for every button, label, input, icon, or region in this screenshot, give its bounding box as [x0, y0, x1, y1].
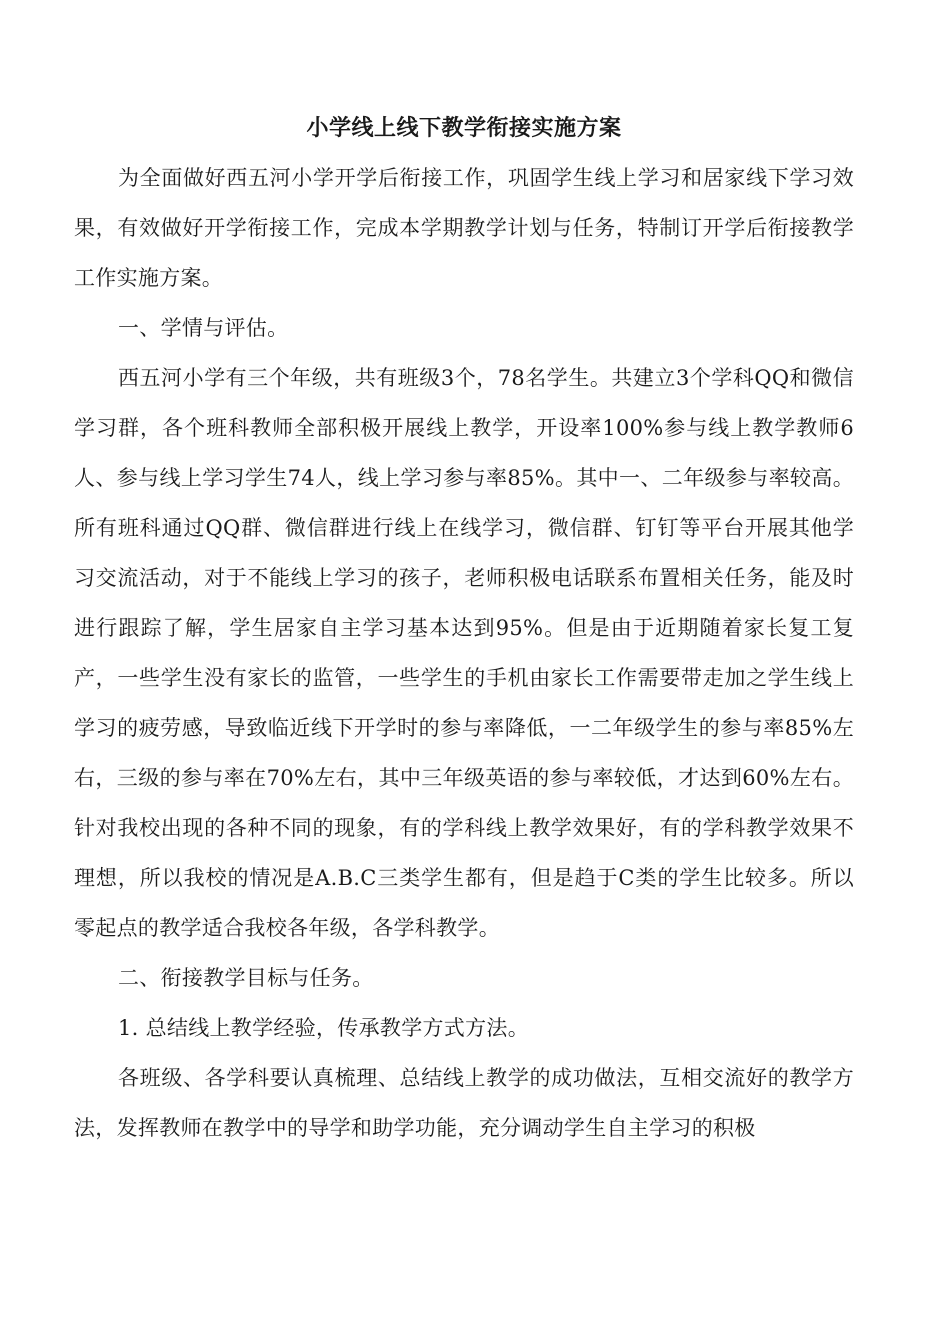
paragraph-intro: 为全面做好西五河小学开学后衔接工作，巩固学生线上学习和居家线下学习效果，有效做好开学衔接工作，完成本学期教学计划与任务，特制订开学后衔接教学工作实施方案。	[74, 166, 854, 290]
paragraph-situation: 西五河小学有三个年级，共有班级3个，78名学生。共建立3个学科QQ和微信学习群，各个班科教师全部积极开展线上教学，开设率100%参与线上教学教师6人、参与线上学习学生74人，线上学习参与率85%。其中一、二年级参与率较高。所有班科通过QQ群、微信群进行线上在线学习，微信群、钉钉等平台开展其他学习交流活动，对于不能线上学习的孩子，老师积极电话联系布置相关任务，能及时进行跟踪了解，学生居家自主学习基本达到95%。但是由于近期随着家长复工复产，一些学生没有家长的监管，一些学生的手机由家长工作需要带走加之学生线上学习的疲劳感，导致临近线下开学时的参与率降低，一二年级学生的参与率85%左右，三级的参与率在70%左右，其中三年级英语的参与率较低，才达到60%左右。针对我校出现的各种不同的现象，有的学科线上教学效果好，有的学科教学效果不理想，所以我校的情况是A.B.C三类学生都有，但是趋于C类的学生比较多。所以零起点的教学适合我校各年级，各学科教学。	[74, 366, 854, 940]
paragraph-summary: 各班级、各学科要认真梳理、总结线上教学的成功做法，互相交流好的教学方法，发挥教师在教学中的导学和助学功能，充分调动学生自主学习的积极	[74, 1066, 854, 1140]
section-heading-1: 一、学情与评估。	[118, 316, 289, 340]
subheading-1: 1. 总结线上教学经验，传承教学方式方法。	[118, 1016, 530, 1040]
section-heading-2: 二、衔接教学目标与任务。	[118, 966, 374, 990]
document-title: 小学线上线下教学衔接实施方案	[306, 115, 622, 141]
